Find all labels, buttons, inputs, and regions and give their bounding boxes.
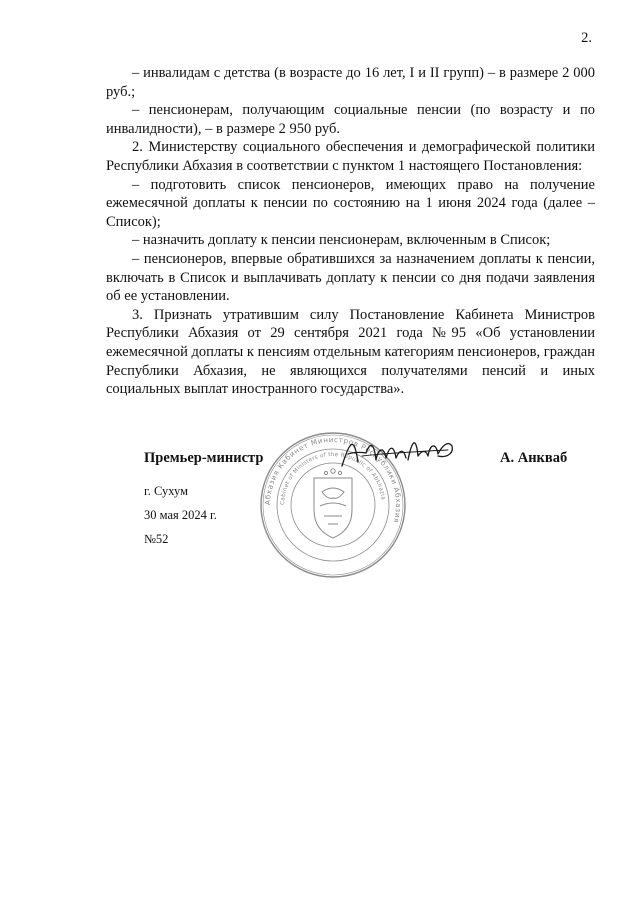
paragraph-4: – подготовить список пенсионеров, имеющих право на получение ежемесячной доплаты к пенсии по состоянию на 1 июня 2024 года (далее – Список); (106, 176, 595, 230)
document-body (106, 64, 595, 399)
seal-inner-text: Cabinet of Ministers of the Republic of Abkhazia (279, 451, 386, 506)
paragraph-7: 3. Признать утратившим силу Постановление Кабинета Министров Республики Абхазия от 29 сентября 2021 года №95 «Об установлении ежемесячной доплаты к пенсиям отдельным категориям пенсионеров, граждан Республики Абхазия, не являющихся получателями пенсий и иных социальных выплат иностранного государства». (106, 306, 595, 398)
handwritten-signature (338, 432, 460, 474)
document-number: №52 (144, 532, 169, 546)
signer-position: Премьер-министр (144, 450, 264, 466)
signature-block (0, 430, 640, 610)
document-date: 30 мая 2024 г. (144, 508, 217, 522)
paragraph-3: 2. Министерству социального обеспечения и демографической политики Республики Абхазия в соответствии с пунктом 1 настоящего Постановления: (106, 139, 595, 174)
document-city: г. Сухум (144, 484, 189, 498)
seal-outer-text: Абхазия Кабинет Министров Республики Абхазия (262, 434, 404, 525)
paragraph-1: – инвалидам с детства (в возрасте до 16 лет, I и II групп) – в размере 2 000 руб.; (106, 65, 595, 100)
coat-of-arms-icon (314, 469, 352, 538)
page-number: 2. (581, 30, 592, 46)
signer-name: А. Анкваб (500, 450, 568, 466)
paragraph-6: – пенсионеров, впервые обратившихся за назначением доплаты к пенсии, включать в Список и выплачивать доплату к пенсии со дня подачи заявления об ее установлении. (106, 250, 595, 305)
paragraph-2: – пенсионерам, получающим социальные пенсии (по возрасту и по инвалидности), – в размере 2 950 руб. (106, 102, 595, 137)
paragraph-5: – назначить доплату к пенсии пенсионерам, включенным в Список; (132, 232, 551, 249)
